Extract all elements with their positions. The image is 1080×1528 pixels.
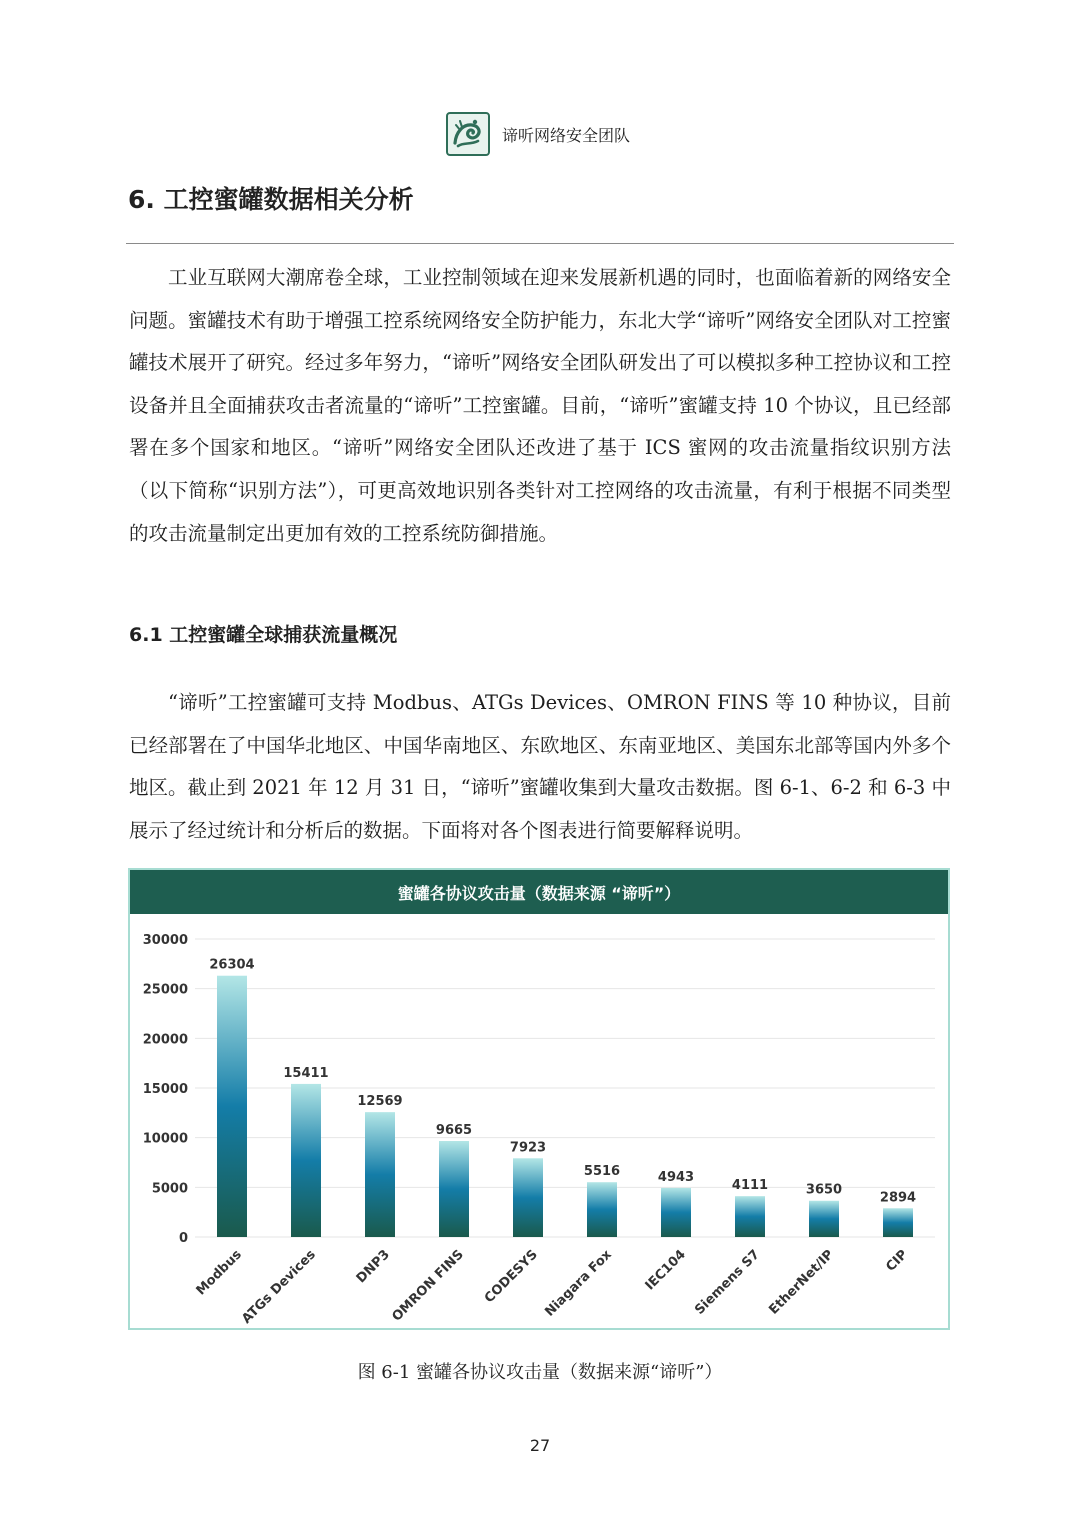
section-title: 6. 工控蜜罐数据相关分析 [128, 185, 414, 214]
y-tick-label: 0 [178, 1231, 188, 1246]
data-label: 2894 [879, 1190, 917, 1206]
x-tick-label: CIP [883, 1247, 911, 1275]
chart-header [130, 870, 948, 914]
x-tick-label: EtherNet/IP [766, 1247, 837, 1318]
x-tick-label: IEC104 [642, 1247, 689, 1294]
data-label: 12569 [357, 1094, 403, 1110]
data-label: 4111 [731, 1178, 769, 1194]
figure-caption: 图 6-1 蜜罐各协议攻击量（数据来源“谛听”） [357, 1362, 723, 1383]
data-label: 4943 [657, 1169, 695, 1185]
bar [439, 1141, 469, 1237]
data-label: 9665 [435, 1122, 473, 1138]
x-tick-label: ATGs Devices [239, 1247, 319, 1327]
page-number: 27 [529, 1436, 551, 1455]
bar [217, 976, 247, 1237]
title-divider [126, 243, 954, 244]
data-label: 5516 [583, 1164, 621, 1180]
bar-chart [130, 914, 948, 1328]
bar [587, 1182, 617, 1237]
chart-title: 蜜罐各协议攻击量（数据来源 “谛听”） [397, 883, 681, 903]
bar [365, 1112, 395, 1237]
chart-frame [128, 868, 950, 1330]
data-label: 26304 [209, 957, 255, 973]
y-tick-label: 30000 [142, 933, 188, 948]
page-header [0, 108, 1080, 158]
subsection-paragraph: “谛听”工控蜜罐可支持 Modbus、ATGs Devices、OMRON FINS 等 10 种协议，目前已经部署在了中国华北地区、中国华南地区、东欧地区、东南亚地区、美国东北部等国内外多个地区。截止到 2021 年 12 月 31 日，“谛听”蜜罐收集到大量攻击数据。图 6-1、6-2 和 6-3 中展示了经过统计和分析后的数据。下面将对各个图表进行简要解释说明。 [129, 691, 951, 842]
bar [661, 1188, 691, 1237]
y-tick-label: 5000 [151, 1181, 188, 1197]
bar [291, 1084, 321, 1237]
team-name: 谛听网络安全团队 [502, 126, 631, 145]
y-tick-label: 20000 [142, 1032, 188, 1048]
data-label: 7923 [509, 1140, 547, 1156]
x-tick-label: Modbus [193, 1247, 245, 1299]
x-tick-label: Niagara Fox [542, 1247, 615, 1320]
bar [809, 1201, 839, 1237]
y-tick-label: 25000 [142, 982, 188, 998]
data-label: 3650 [805, 1182, 843, 1198]
x-tick-label: DNP3 [353, 1247, 393, 1287]
y-tick-label: 15000 [142, 1082, 188, 1097]
x-tick-label: OMRON FINS [389, 1247, 467, 1325]
intro-paragraph: 工业互联网大潮席卷全球，工业控制领域在迎来发展新机遇的同时，也面临着新的网络安全问题。蜜罐技术有助于增强工控系统网络安全防护能力，东北大学“谛听”网络安全团队对工控蜜罐技术展开了研究。经过多年努力，“谛听”网络安全团队研发出了可以模拟多种工控协议和工控设备并且全面捕获攻击者流量的“谛听”工控蜜罐。目前，“谛听”蜜罐支持 10 个协议，且已经部署在多个国家和地区。“谛听”网络安全团队还改进了基于 ICS 蜜网的攻击流量指纹识别方法（以下简称“识别方法”），可更高效地识别各类针对工控网络的攻击流量，有利于根据不同类型的攻击流量制定出更加有效的工控系统防御措施。 [129, 266, 951, 545]
bar [883, 1208, 913, 1237]
bar [513, 1158, 543, 1237]
subsection-title: 6.1 工控蜜罐全球捕获流量概况 [129, 624, 398, 646]
x-tick-label: CODESYS [481, 1247, 541, 1307]
data-label: 15411 [283, 1065, 329, 1081]
y-tick-label: 10000 [142, 1131, 188, 1147]
x-tick-label: Siemens S7 [692, 1247, 763, 1318]
chinese-dragon-seal-icon [446, 112, 490, 156]
bar [735, 1196, 765, 1237]
